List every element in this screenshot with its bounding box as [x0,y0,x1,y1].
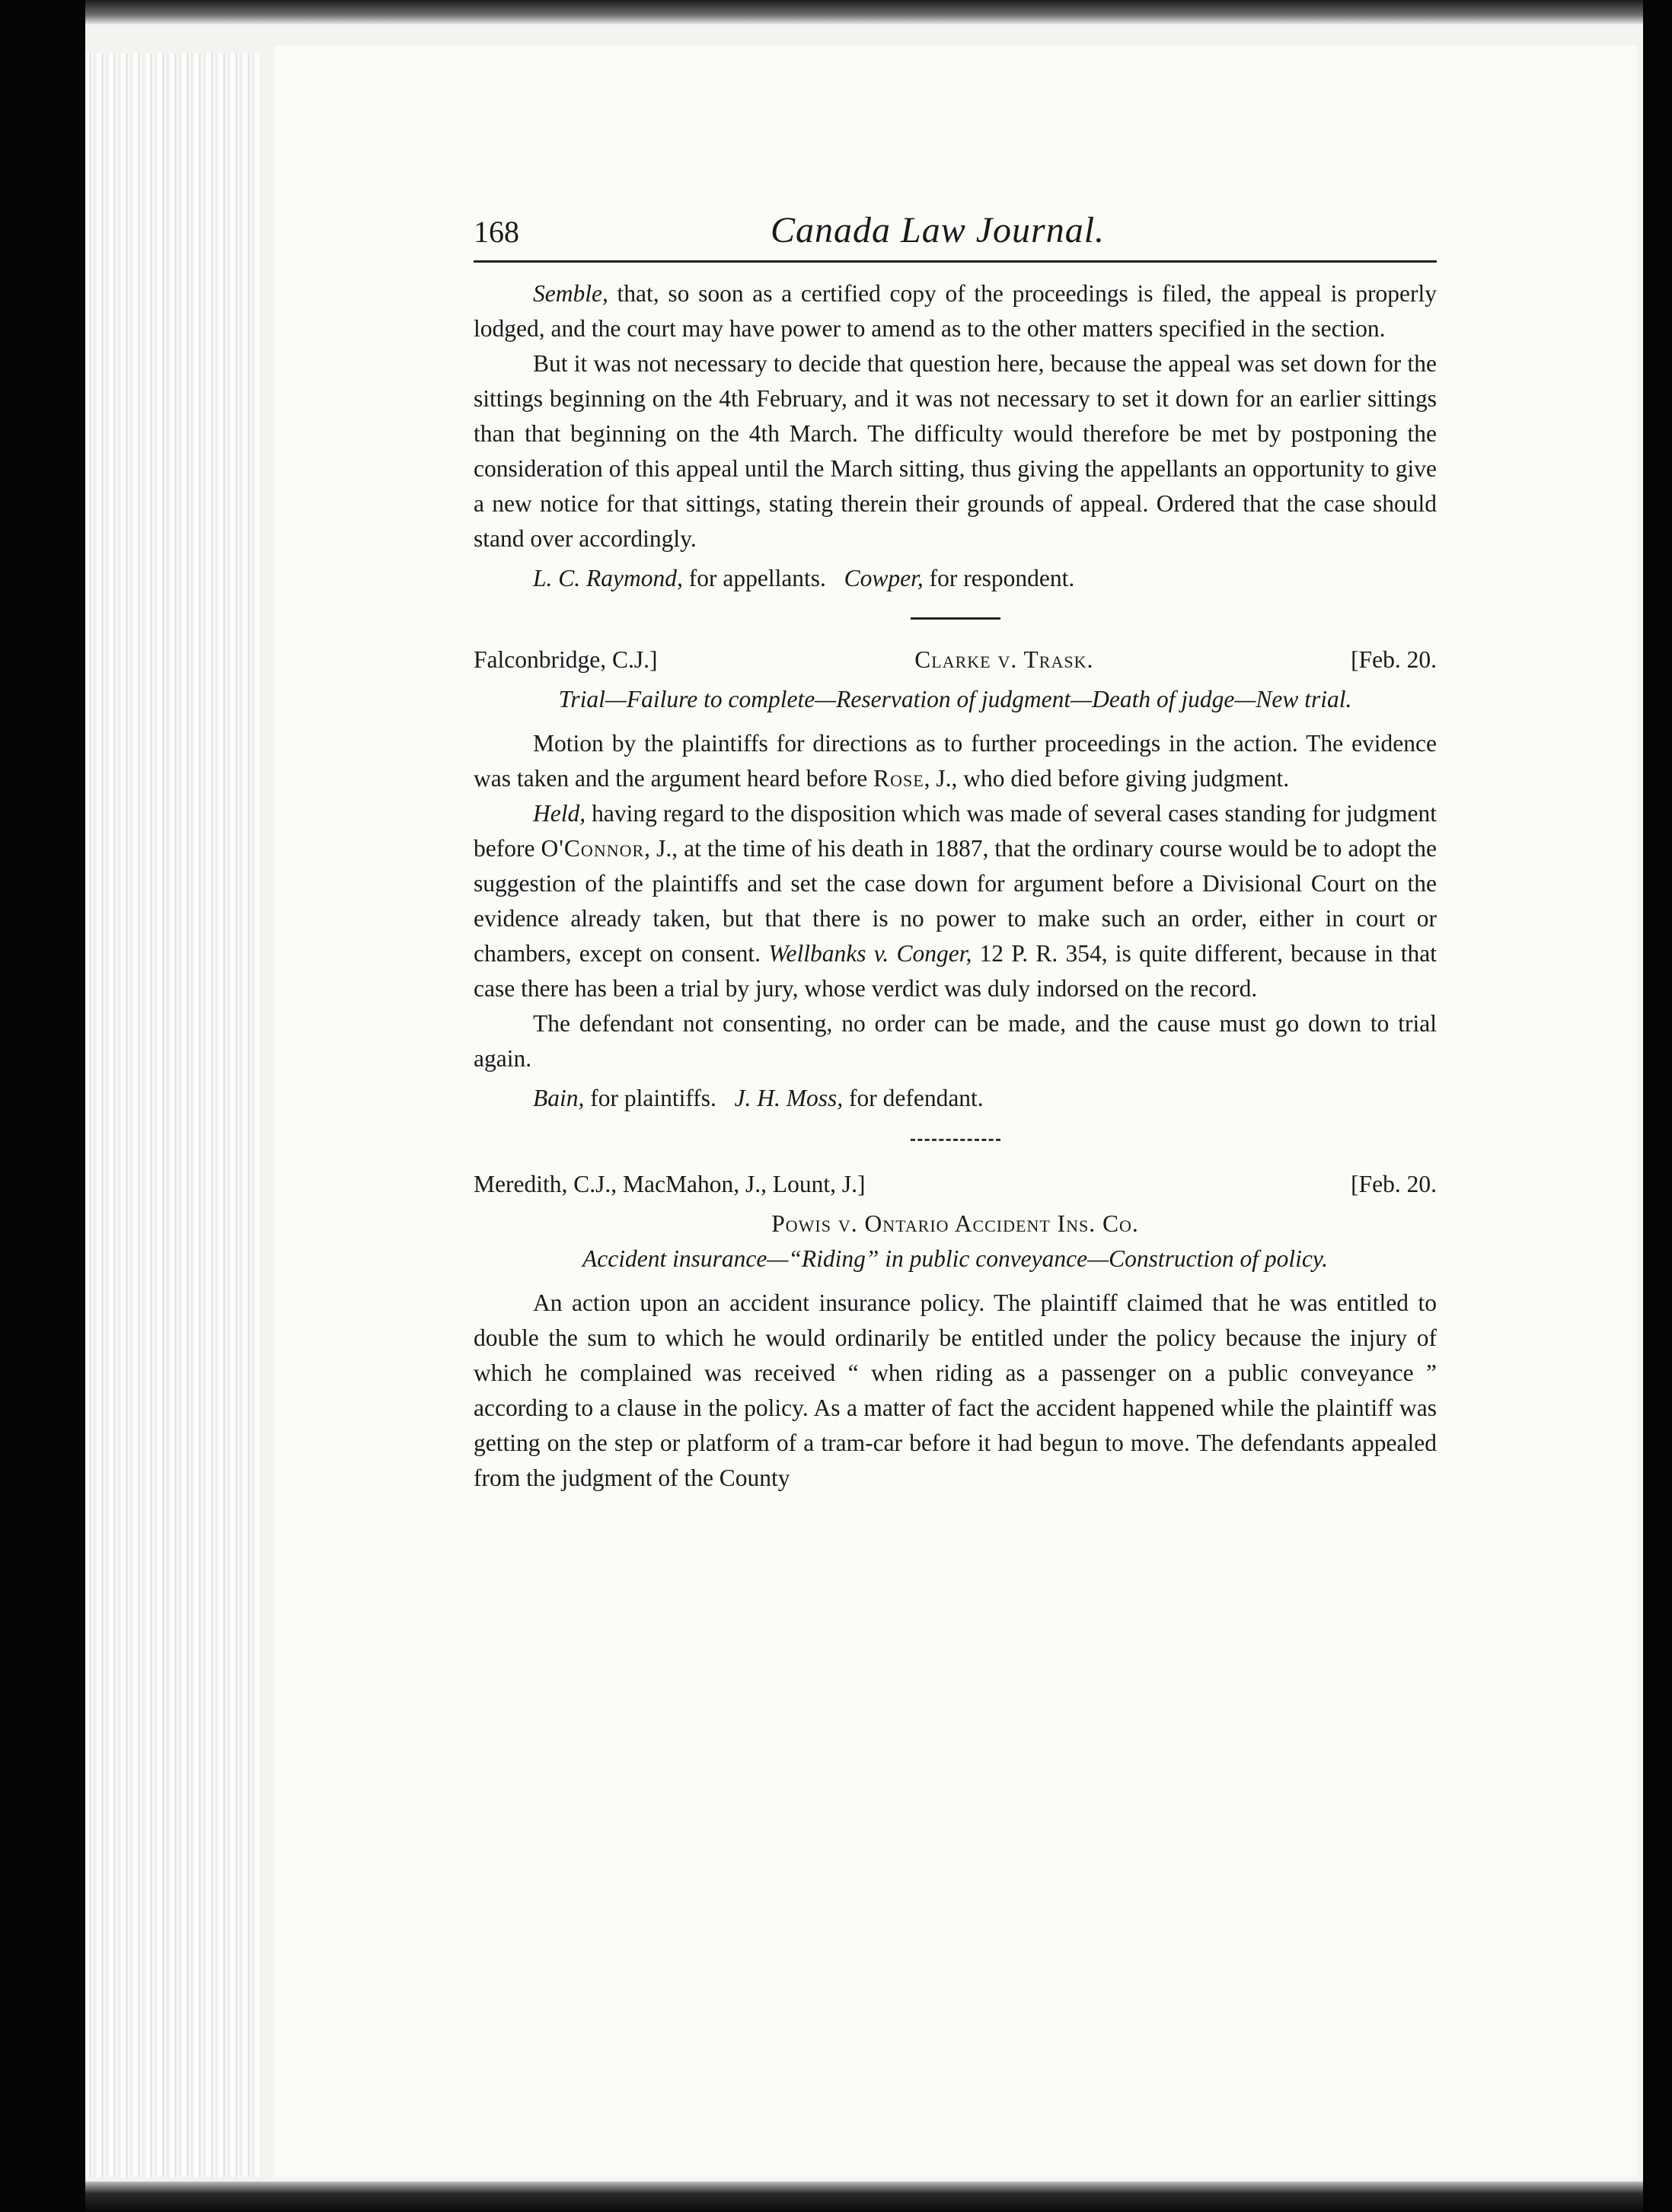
case-title: Clarke v. Trask. [914,646,1094,673]
page-number: 168 [474,215,519,249]
case-date: [Feb. 20. [1351,1171,1437,1197]
semble-text: that, so soon as a certified copy of the proceedings is filed, the appeal is properly lodged, and the court may have power to amend as to the other matters specified in the section. [474,280,1437,342]
case-heading [474,1167,1437,1202]
held-text: having regard to the disposition which was made of several cases standing for judgment before [474,800,1437,862]
case-judges: Meredith, C.J., MacMahon, J., Lount, J.] [474,1171,866,1197]
case-judge: Falconbridge, C.J.] [474,646,658,673]
paragraph-decision: But it was not necessary to decide that question here, because the appeal was set down for the sittings beginning on the 4th February, and it was not necessary to set it down for an earlier sittings than that beginning on the 4th March. The difficulty would therefore be met by postponing the consideration of this appeal until the March sitting, thus giving the appellants an opportunity to give a new notice for that sittings, stating therein their grounds of appeal. Ordered that the case should stand over accordingly. [474,350,1437,552]
counsel-respondent-role: for respondent. [923,565,1075,591]
paragraph-semble [474,276,1437,346]
page-gutter [85,53,260,2177]
case-heading [474,642,1437,677]
running-header [474,210,1437,263]
motion-text-end: , J., who died before giving judgment. [924,765,1290,792]
scan-frame-left [0,0,85,2212]
paragraph-order: The defendant not consenting, no order can be made, and the cause must go down to trial again. [474,1010,1437,1072]
page-content [474,210,1437,1496]
scan-frame-right [1643,0,1672,2212]
counsel-respondent-name: Cowper, [844,565,924,591]
counsel-appellants-role: for appellants. [682,565,826,591]
counsel-defendant-role: for defendant. [843,1085,984,1111]
section-divider [911,1139,1000,1141]
paragraph-motion [474,726,1437,796]
held-text-end: 12 P. R. 354, is quite different, because in that case there has been a trial by jury, whose verdict was duly indorsed on the record. [474,940,1437,1002]
paragraph-action: An action upon an accident insurance policy. The plaintiff claimed that he was entitled to double the sum to which he would ordinarily be entitled under the policy because the injury of which he complained was received “ when riding as a passenger on a public conveyance ” according to a clause in the policy. As a matter of fact the accident happened while the plaintiff was getting on the step or platform of a tram-car before it had begun to move. The defendants appealed from the judgment of the County [474,1289,1437,1491]
journal-title: Canada Law Journal. [771,210,1106,250]
judge-name-rose: Rose [873,765,924,792]
held-text-middle: , J., at the time of his death in 1887, that the ordinary course would be to adopt the suggestion of the plaintiffs and set the case down for argument before a Divisional Court on the evidence already taken, but that there is no power to make such an order, either in court or chambers, except on consent. [474,835,1437,967]
case-citation: Wellbanks v. Conger, [768,940,972,967]
counsel-appellants-name: L. C. Raymond, [533,565,683,591]
case-headnote: Trial—Failure to complete—Reservation of judgment—Death of judge—New trial. [558,686,1352,712]
counsel-plaintiffs-role: for plaintiffs. [584,1085,716,1111]
held-lead: Held, [533,800,586,827]
counsel-plaintiffs-name: Bain, [533,1085,585,1111]
semble-lead: Semble, [533,280,608,307]
scan-frame-bottom [85,2182,1643,2212]
paragraph-held [474,796,1437,1006]
case-headnote: Accident insurance—“Riding” in public conveyance—Construction of policy. [582,1245,1328,1272]
section-divider [911,617,1000,620]
counsel-defendant-name: J. H. Moss, [734,1085,844,1111]
counsel-line [474,561,1437,596]
motion-text: Motion by the plaintiffs for directions as to further proceedings in the action. The evidence was taken and the argument heard before [474,730,1437,792]
counsel-line [474,1081,1437,1116]
case-title: Powis v. Ontario Accident Ins. Co. [771,1210,1139,1237]
scan-frame-top [85,0,1643,24]
judge-name-oconnor: O'Connor [541,835,645,862]
case-date: [Feb. 20. [1351,646,1437,673]
